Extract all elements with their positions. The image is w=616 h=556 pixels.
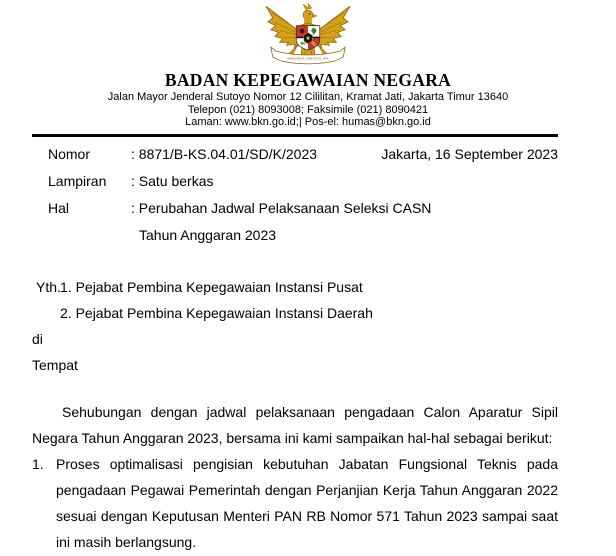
list-item [32, 451, 558, 555]
meta-row-hal [48, 195, 558, 222]
recipient-line [36, 274, 558, 300]
garuda-pancasila-emblem [263, 3, 353, 66]
letterhead-divider [32, 134, 558, 137]
letter-meta [32, 141, 558, 249]
salutation: Yth. [36, 278, 61, 295]
location-intro: di [32, 330, 43, 347]
phone-fax-line: Telepon (021) 8093008; Faksimile (021) 8090421 [187, 103, 429, 116]
lampiran-value: : Satu berkas [131, 172, 214, 189]
hal-value: : Perubahan Jadwal Pelaksanaan Seleksi CASN [131, 199, 432, 216]
addressee-1: 1. Pejabat Pembina Kepegawaian Instansi Pusat [60, 278, 363, 295]
website-email-line: Laman: www.bkn.go.id;| Pos-el: humas@bkn.go.id [185, 116, 431, 128]
hal-label: Hal [48, 199, 70, 216]
letter-body [32, 141, 558, 555]
recipient-block [32, 274, 558, 378]
nomor-label: Nomor [48, 145, 91, 162]
list-item-text: Proses optimalisasi pengisian kebutuhan Jabatan Fungsional Teknis pada pengadaan Pegawai Pemerintah dengan Perjanjian Kerja Tahun Anggaran 2022 sesuai dengan Keputusan Menteri PAN RB Nomor 571 Tahun 2023 sampai saat ini masih berlangsung. [56, 455, 558, 550]
location: Tempat [32, 356, 78, 373]
organization-name: BADAN KEPEGAWAIAN NEGARA [164, 70, 452, 90]
list-item-number: 1. [32, 455, 44, 472]
letterhead [0, 3, 616, 129]
addressee-2: 2. Pejabat Pembina Kepegawaian Instansi Daerah [60, 304, 373, 321]
lampiran-label: Lampiran [48, 172, 107, 189]
meta-row-lampiran [48, 168, 558, 195]
hal-value-line2: Tahun Anggaran 2023 [139, 226, 277, 243]
banner-motto-text: BHINNEKA TUNGGAL IKA [287, 56, 329, 61]
opening-paragraph: Sehubungan dengan jadwal pelaksanaan pengadaan Calon Aparatur Sipil Negara Tahun Anggaran 2023, bersama ini kami sampaikan hal-hal sebagai berikut: [32, 403, 558, 446]
address-line: Jalan Mayor Jenderal Sutoyo Nomor 12 Cililitan, Kramat Jati, Jakarta Timur 13640 [107, 91, 509, 103]
letter-date: Jakarta, 16 September 2023 [381, 145, 558, 162]
nomor-value: : 8871/B-KS.04.01/SD/K/2023 [131, 145, 318, 162]
